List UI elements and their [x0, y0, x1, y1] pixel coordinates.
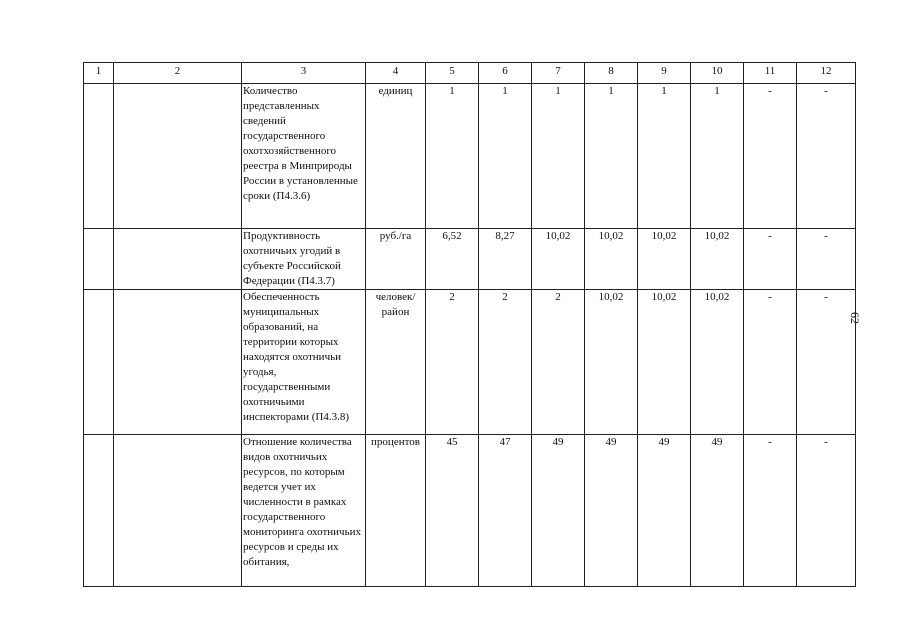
value-cell: 49 — [638, 435, 691, 587]
row-number-cell — [84, 84, 114, 229]
header-cell: 11 — [744, 63, 797, 84]
value-cell: 2 — [479, 290, 532, 435]
table-row — [84, 435, 856, 587]
value-cell: 47 — [479, 435, 532, 587]
header-cell: 8 — [585, 63, 638, 84]
value-cell: - — [797, 435, 856, 587]
unit-cell: человек/ район — [366, 290, 426, 435]
value-cell: - — [744, 290, 797, 435]
value-cell: - — [744, 435, 797, 587]
header-cell: 6 — [479, 63, 532, 84]
value-cell: 49 — [532, 435, 585, 587]
row-number-cell — [84, 435, 114, 587]
header-cell: 2 — [114, 63, 242, 84]
program-cell — [114, 229, 242, 290]
value-cell: 10,02 — [638, 229, 691, 290]
value-cell: - — [797, 290, 856, 435]
row-number-cell — [84, 229, 114, 290]
indicator-name-cell: Отношение количества видов охотничьих ресурсов, по которым ведется учет их численности в рамках государственного мониторинга охотничьих ресурсов и среды их обитания, — [242, 435, 366, 587]
header-cell: 4 — [366, 63, 426, 84]
value-cell: - — [797, 84, 856, 229]
program-cell — [114, 435, 242, 587]
value-cell: 10,02 — [638, 290, 691, 435]
value-cell: 2 — [532, 290, 585, 435]
program-cell — [114, 290, 242, 435]
value-cell: 8,27 — [479, 229, 532, 290]
indicators-table — [83, 62, 856, 587]
table-row — [84, 84, 856, 229]
value-cell: - — [744, 229, 797, 290]
header-cell: 1 — [84, 63, 114, 84]
value-cell: 1 — [638, 84, 691, 229]
program-cell — [114, 84, 242, 229]
table-row — [84, 290, 856, 435]
row-number-cell — [84, 290, 114, 435]
value-cell: 10,02 — [691, 290, 744, 435]
unit-cell: единиц — [366, 84, 426, 229]
value-cell: 2 — [426, 290, 479, 435]
page-number: 62 — [848, 312, 862, 324]
header-row — [84, 63, 856, 84]
table-row — [84, 229, 856, 290]
value-cell: - — [744, 84, 797, 229]
indicator-name-cell: Обеспеченность муниципальных образований, на территории которых находятся охотничьи угодья, государственными охотничьими инспекторами (П4.3.8) — [242, 290, 366, 435]
value-cell: 10,02 — [532, 229, 585, 290]
value-cell: 10,02 — [585, 229, 638, 290]
value-cell: 45 — [426, 435, 479, 587]
header-cell: 10 — [691, 63, 744, 84]
header-cell: 12 — [797, 63, 856, 84]
value-cell: 49 — [691, 435, 744, 587]
unit-cell: руб./га — [366, 229, 426, 290]
value-cell: 6,52 — [426, 229, 479, 290]
value-cell: 1 — [691, 84, 744, 229]
header-cell: 5 — [426, 63, 479, 84]
value-cell: 10,02 — [585, 290, 638, 435]
value-cell: 1 — [532, 84, 585, 229]
value-cell: 1 — [479, 84, 532, 229]
value-cell: - — [797, 229, 856, 290]
header-cell: 3 — [242, 63, 366, 84]
indicator-name-cell: Количество представленных сведений государственного охотхозяйственного реестра в Минприроды России в установленные сроки (П4.3.6) — [242, 84, 366, 229]
value-cell: 1 — [585, 84, 638, 229]
value-cell: 49 — [585, 435, 638, 587]
value-cell: 10,02 — [691, 229, 744, 290]
header-cell: 7 — [532, 63, 585, 84]
indicator-name-cell: Продуктивность охотничьих угодий в субъекте Российской Федерации (П4.3.7) — [242, 229, 366, 290]
header-cell: 9 — [638, 63, 691, 84]
value-cell: 1 — [426, 84, 479, 229]
unit-cell: процентов — [366, 435, 426, 587]
